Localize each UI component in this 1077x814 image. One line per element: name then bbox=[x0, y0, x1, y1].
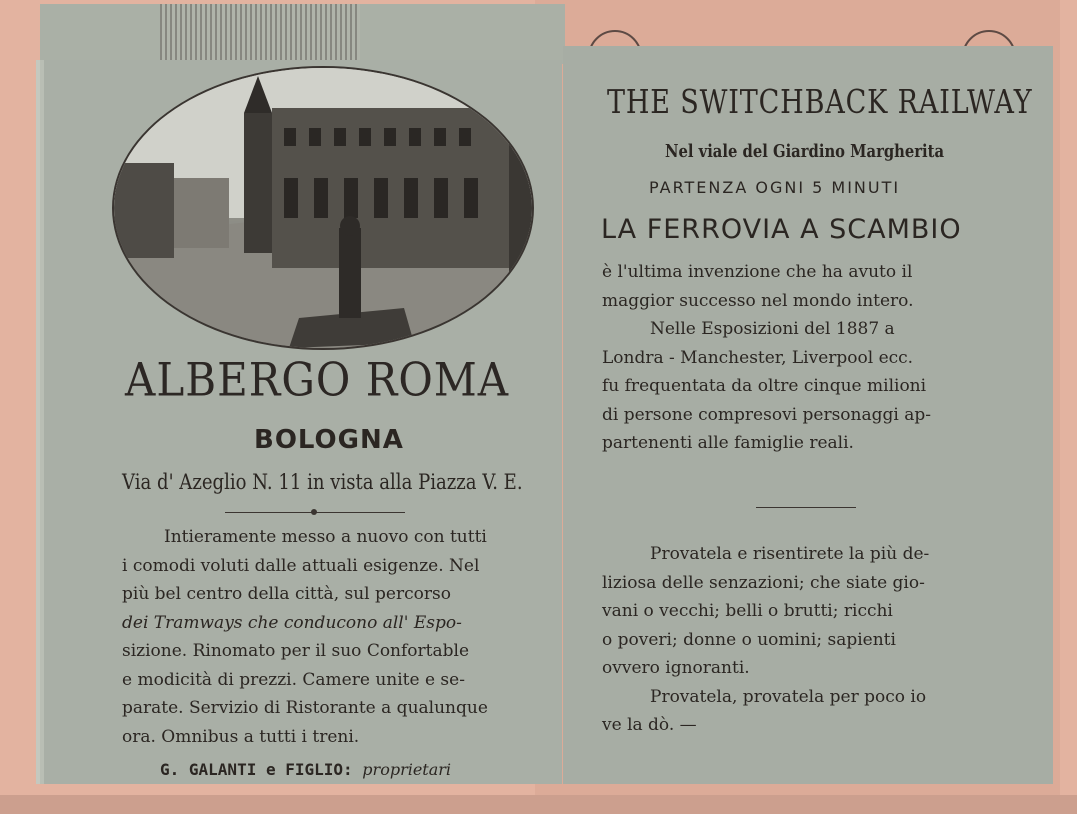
description-line: di persone compresovi personaggi ap- bbox=[602, 404, 931, 425]
description-line: vani o vecchi; belli o brutti; ricchi bbox=[602, 601, 893, 621]
description-line: e modicità di prezzi. Camere unite e se- bbox=[122, 669, 465, 690]
hotel-address: Via d' Azeglio N. 11 in vista alla Piazza V. E. bbox=[122, 470, 523, 494]
railway-departure: PARTENZA OGNI 5 MINUTI bbox=[649, 178, 901, 197]
owner-name: G. GALANTI e FIGLIO: bbox=[160, 760, 353, 779]
railway-title: THE SWITCHBACK RAILWAY bbox=[607, 82, 1033, 121]
description-line: Provatela e risentirete la più de- bbox=[650, 544, 930, 564]
railway-location: Nel viale del Giardino Margherita bbox=[665, 141, 945, 162]
section-divider bbox=[225, 512, 405, 513]
description-line: i comodi voluti dalle attuali esigenze. Nel bbox=[122, 555, 480, 576]
description-line: maggior successo nel mondo intero. bbox=[602, 290, 914, 311]
description-line: parate. Servizio di Ristorante a qualunque bbox=[122, 698, 488, 718]
description-line: sizione. Rinomato per il suo Confortable bbox=[122, 641, 470, 661]
description-line: ovvero ignoranti. bbox=[602, 658, 750, 678]
description-line: ve la dò. — bbox=[602, 715, 697, 735]
hotel-owner bbox=[160, 760, 451, 779]
description-line: partenenti alle famiglie reali. bbox=[602, 433, 854, 453]
description-line: ora. Omnibus a tutti i treni. bbox=[122, 726, 360, 747]
railway-description bbox=[602, 258, 1002, 458]
owner-role: proprietari bbox=[362, 760, 452, 779]
back-page-engraving-strip bbox=[40, 4, 565, 64]
description-line: Nelle Esposizioni del 1887 a bbox=[650, 319, 895, 339]
description-line: Provatela, provatela per poco io bbox=[650, 686, 927, 707]
hotel-city: BOLOGNA bbox=[254, 425, 404, 455]
description-line: liziosa delle senzazioni; che siate gio- bbox=[602, 572, 925, 593]
railway-subtitle: LA FERROVIA A SCAMBIO bbox=[601, 214, 962, 245]
hotel-name: ALBERGO ROMA bbox=[125, 352, 510, 407]
description-line: fu frequentata da oltre cinque milioni bbox=[602, 376, 927, 396]
description-line: Intieramente messo a nuovo con tutti bbox=[164, 527, 487, 547]
description-line: dei Tramways che conducono all' Espo- bbox=[122, 612, 462, 633]
hotel-engraving-image bbox=[112, 66, 534, 350]
description-line: è l'ultima invenzione che ha avuto il bbox=[602, 262, 913, 282]
description-line: più bel centro della città, sul percorso bbox=[122, 584, 451, 604]
page-shadow bbox=[0, 795, 1077, 814]
hotel-description bbox=[122, 523, 530, 751]
description-line: o poveri; donne o uomini; sapienti bbox=[602, 629, 896, 650]
description-line: Londra - Manchester, Liverpool ecc. bbox=[602, 347, 914, 368]
railway-invitation bbox=[602, 540, 1002, 740]
section-divider bbox=[756, 507, 856, 508]
